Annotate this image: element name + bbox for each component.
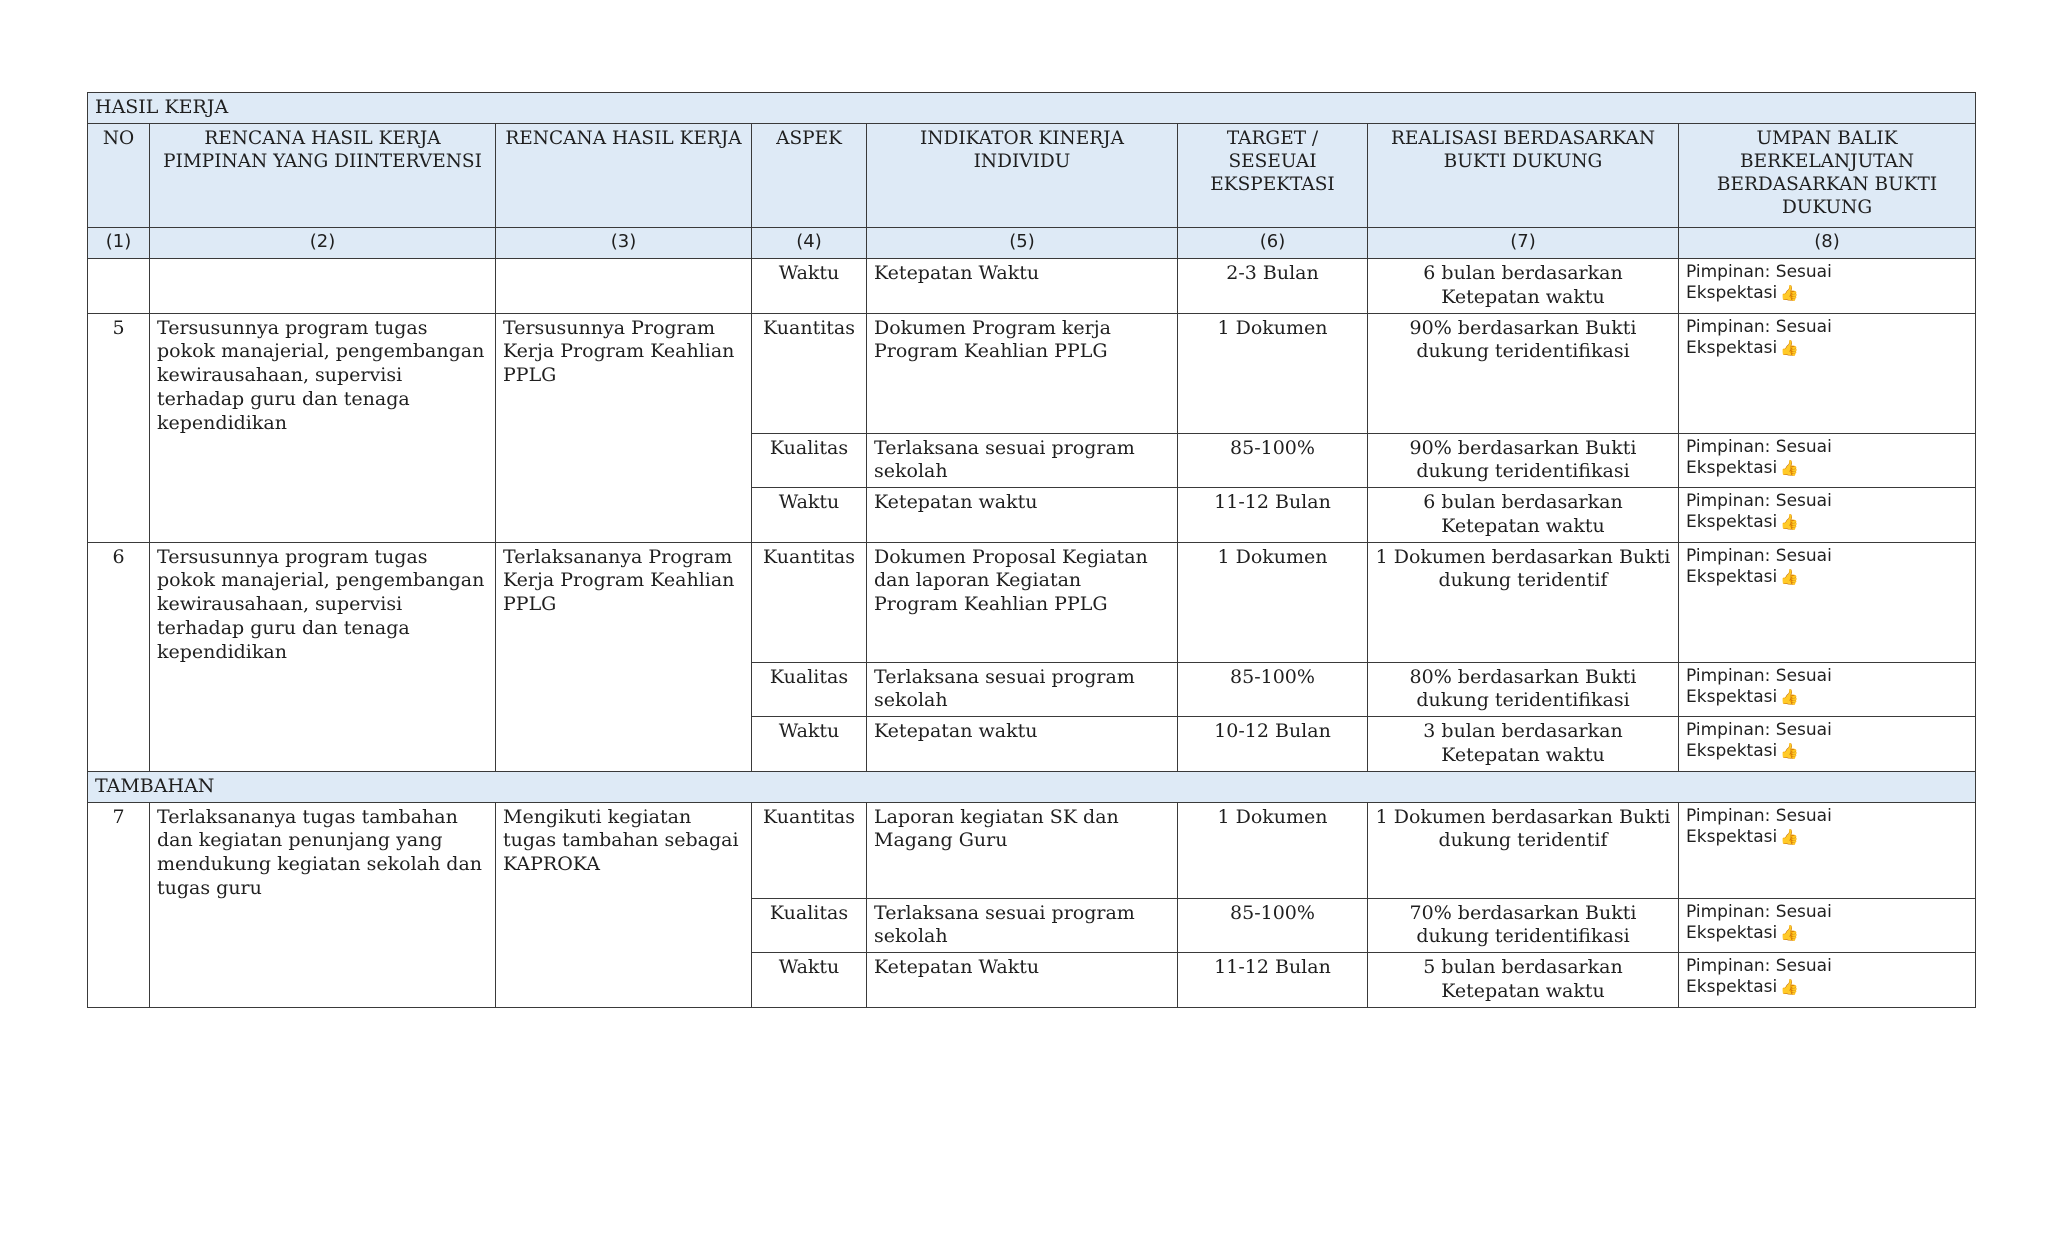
section-title: HASIL KERJA <box>88 93 1976 124</box>
table-row <box>88 802 1976 898</box>
column-number: (1) <box>88 228 150 259</box>
aspek-cell: Waktu <box>752 488 867 543</box>
realisasi-cell: 1 Dokumen berdasarkan Bukti dukung teridentif <box>1368 542 1679 662</box>
column-number: (5) <box>867 228 1178 259</box>
rencana-pimpinan-cell: Tersusunnya program tugas pokok manajerial, pengembangan kewirausahaan, supervisi terhadap guru dan tenaga kependidikan <box>150 313 496 542</box>
aspek-cell: Waktu <box>752 259 867 314</box>
realisasi-cell: 5 bulan berdasarkan Ketepatan waktu <box>1368 953 1679 1008</box>
feedback-line1: Pimpinan: Sesuai <box>1686 956 1832 976</box>
feedback-line2: Ekspektasi <box>1686 686 1778 707</box>
realisasi-cell: 80% berdasarkan Bukti dukung teridentifikasi <box>1368 662 1679 717</box>
no-cell: 5 <box>88 313 150 542</box>
thumbs-up-icon: 👍 <box>1780 458 1799 477</box>
section-hasil-kerja <box>88 93 1976 124</box>
indikator-cell: Dokumen Program kerja Program Keahlian PPLG <box>867 313 1178 433</box>
feedback-line2: Ekspektasi <box>1686 566 1778 587</box>
feedback-line1: Pimpinan: Sesuai <box>1686 805 1832 826</box>
target-cell: 1 Dokumen <box>1178 802 1368 898</box>
thumbs-up-icon: 👍 <box>1780 284 1799 303</box>
performance-table <box>87 92 1976 1008</box>
column-number-row <box>88 228 1976 259</box>
feedback-line1: Pimpinan: Sesuai <box>1686 901 1832 922</box>
aspek-cell: Waktu <box>752 717 867 772</box>
feedback-line1: Pimpinan: Sesuai <box>1686 545 1832 566</box>
feedback-line2: Ekspektasi <box>1686 337 1778 358</box>
realisasi-cell: 90% berdasarkan Bukti dukung teridentifikasi <box>1368 433 1679 488</box>
rencana-cell: Mengikuti kegiatan tugas tambahan sebagai KAPROKA <box>496 802 752 1007</box>
rencana-pimpinan-cell: Terlaksananya tugas tambahan dan kegiatan penunjang yang mendukung kegiatan sekolah dan tugas guru <box>150 802 496 1007</box>
realisasi-cell: 1 Dokumen berdasarkan Bukti dukung teridentif <box>1368 802 1679 898</box>
rencana-cell: Terlaksananya Program Kerja Program Keahlian PPLG <box>496 542 752 771</box>
feedback-cell <box>1679 542 1976 662</box>
feedback-line1: Pimpinan: Sesuai <box>1686 665 1832 686</box>
feedback-cell <box>1679 259 1976 314</box>
target-cell: 85-100% <box>1178 433 1368 488</box>
feedback-cell <box>1679 802 1976 898</box>
header-target: TARGET / SESEUAI EKSPEKTASI <box>1178 124 1368 228</box>
realisasi-cell: 6 bulan berdasarkan Ketepatan waktu <box>1368 259 1679 314</box>
feedback-line2: Ekspektasi <box>1686 826 1778 847</box>
indikator-cell: Ketepatan Waktu <box>867 953 1178 1008</box>
aspek-cell: Kuantitas <box>752 313 867 433</box>
feedback-cell <box>1679 898 1976 953</box>
aspek-cell: Waktu <box>752 953 867 1008</box>
header-rencana: RENCANA HASIL KERJA <box>496 124 752 228</box>
header-indikator: INDIKATOR KINERJA INDIVIDU <box>867 124 1178 228</box>
thumbs-up-icon: 👍 <box>1780 338 1799 357</box>
header-umpan-balik: UMPAN BALIK BERKELANJUTAN BERDASARKAN BUKTI DUKUNG <box>1679 124 1976 228</box>
realisasi-cell: 90% berdasarkan Bukti dukung teridentifikasi <box>1368 313 1679 433</box>
feedback-line1: Pimpinan: Sesuai <box>1686 316 1832 337</box>
rencana-cell: Tersusunnya Program Kerja Program Keahlian PPLG <box>496 313 752 542</box>
indikator-cell: Terlaksana sesuai program sekolah <box>867 662 1178 717</box>
header-row <box>88 124 1976 228</box>
indikator-cell: Ketepatan waktu <box>867 717 1178 772</box>
feedback-cell <box>1679 313 1976 433</box>
aspek-cell: Kualitas <box>752 898 867 953</box>
thumbs-up-icon: 👍 <box>1780 687 1799 706</box>
thumbs-up-icon: 👍 <box>1780 567 1799 586</box>
realisasi-cell: 3 bulan berdasarkan Ketepatan waktu <box>1368 717 1679 772</box>
target-cell: 11-12 Bulan <box>1178 488 1368 543</box>
rencana-cell <box>496 259 752 314</box>
realisasi-cell: 6 bulan berdasarkan Ketepatan waktu <box>1368 488 1679 543</box>
column-number: (6) <box>1178 228 1368 259</box>
column-number: (8) <box>1679 228 1976 259</box>
feedback-line2: Ekspektasi <box>1686 977 1778 998</box>
column-number: (4) <box>752 228 867 259</box>
aspek-cell: Kuantitas <box>752 802 867 898</box>
thumbs-up-icon: 👍 <box>1780 978 1799 997</box>
no-cell: 6 <box>88 542 150 771</box>
header-rencana-pimpinan: RENCANA HASIL KERJA PIMPINAN YANG DIINTERVENSI <box>150 124 496 228</box>
feedback-line2: Ekspektasi <box>1686 741 1778 762</box>
indikator-cell: Ketepatan Waktu <box>867 259 1178 314</box>
section-tambahan <box>88 771 1976 802</box>
rencana-pimpinan-cell <box>150 259 496 314</box>
column-number: (3) <box>496 228 752 259</box>
target-cell: 85-100% <box>1178 662 1368 717</box>
aspek-cell: Kuantitas <box>752 542 867 662</box>
indikator-cell: Dokumen Proposal Kegiatan dan laporan Kegiatan Program Keahlian PPLG <box>867 542 1178 662</box>
thumbs-up-icon: 👍 <box>1780 742 1799 761</box>
column-number: (2) <box>150 228 496 259</box>
feedback-line1: Pimpinan: Sesuai <box>1686 262 1832 282</box>
indikator-cell: Terlaksana sesuai program sekolah <box>867 898 1178 953</box>
table-row <box>88 542 1976 662</box>
header-no: NO <box>88 124 150 228</box>
aspek-cell: Kualitas <box>752 433 867 488</box>
no-cell: 7 <box>88 802 150 1007</box>
feedback-cell <box>1679 488 1976 543</box>
header-realisasi: REALISASI BERDASARKAN BUKTI DUKUNG <box>1368 124 1679 228</box>
feedback-line2: Ekspektasi <box>1686 922 1778 943</box>
feedback-line2: Ekspektasi <box>1686 283 1778 304</box>
indikator-cell: Ketepatan waktu <box>867 488 1178 543</box>
target-cell: 1 Dokumen <box>1178 313 1368 433</box>
feedback-line1: Pimpinan: Sesuai <box>1686 491 1832 511</box>
target-cell: 10-12 Bulan <box>1178 717 1368 772</box>
table-row <box>88 259 1976 314</box>
feedback-line2: Ekspektasi <box>1686 512 1778 533</box>
feedback-cell <box>1679 953 1976 1008</box>
rencana-pimpinan-cell: Tersusunnya program tugas pokok manajerial, pengembangan kewirausahaan, supervisi terhadap guru dan tenaga kependidikan <box>150 542 496 771</box>
thumbs-up-icon: 👍 <box>1780 923 1799 942</box>
section-title: TAMBAHAN <box>88 771 1976 802</box>
feedback-cell <box>1679 717 1976 772</box>
header-aspek: ASPEK <box>752 124 867 228</box>
feedback-cell <box>1679 662 1976 717</box>
thumbs-up-icon: 👍 <box>1780 827 1799 846</box>
feedback-cell <box>1679 433 1976 488</box>
feedback-line2: Ekspektasi <box>1686 457 1778 478</box>
target-cell: 2-3 Bulan <box>1178 259 1368 314</box>
thumbs-up-icon: 👍 <box>1780 513 1799 532</box>
table-row <box>88 313 1976 433</box>
feedback-line1: Pimpinan: Sesuai <box>1686 436 1832 457</box>
realisasi-cell: 70% berdasarkan Bukti dukung teridentifikasi <box>1368 898 1679 953</box>
target-cell: 1 Dokumen <box>1178 542 1368 662</box>
target-cell: 85-100% <box>1178 898 1368 953</box>
indikator-cell: Terlaksana sesuai program sekolah <box>867 433 1178 488</box>
target-cell: 11-12 Bulan <box>1178 953 1368 1008</box>
feedback-line1: Pimpinan: Sesuai <box>1686 720 1832 740</box>
aspek-cell: Kualitas <box>752 662 867 717</box>
no-cell <box>88 259 150 314</box>
column-number: (7) <box>1368 228 1679 259</box>
indikator-cell: Laporan kegiatan SK dan Magang Guru <box>867 802 1178 898</box>
